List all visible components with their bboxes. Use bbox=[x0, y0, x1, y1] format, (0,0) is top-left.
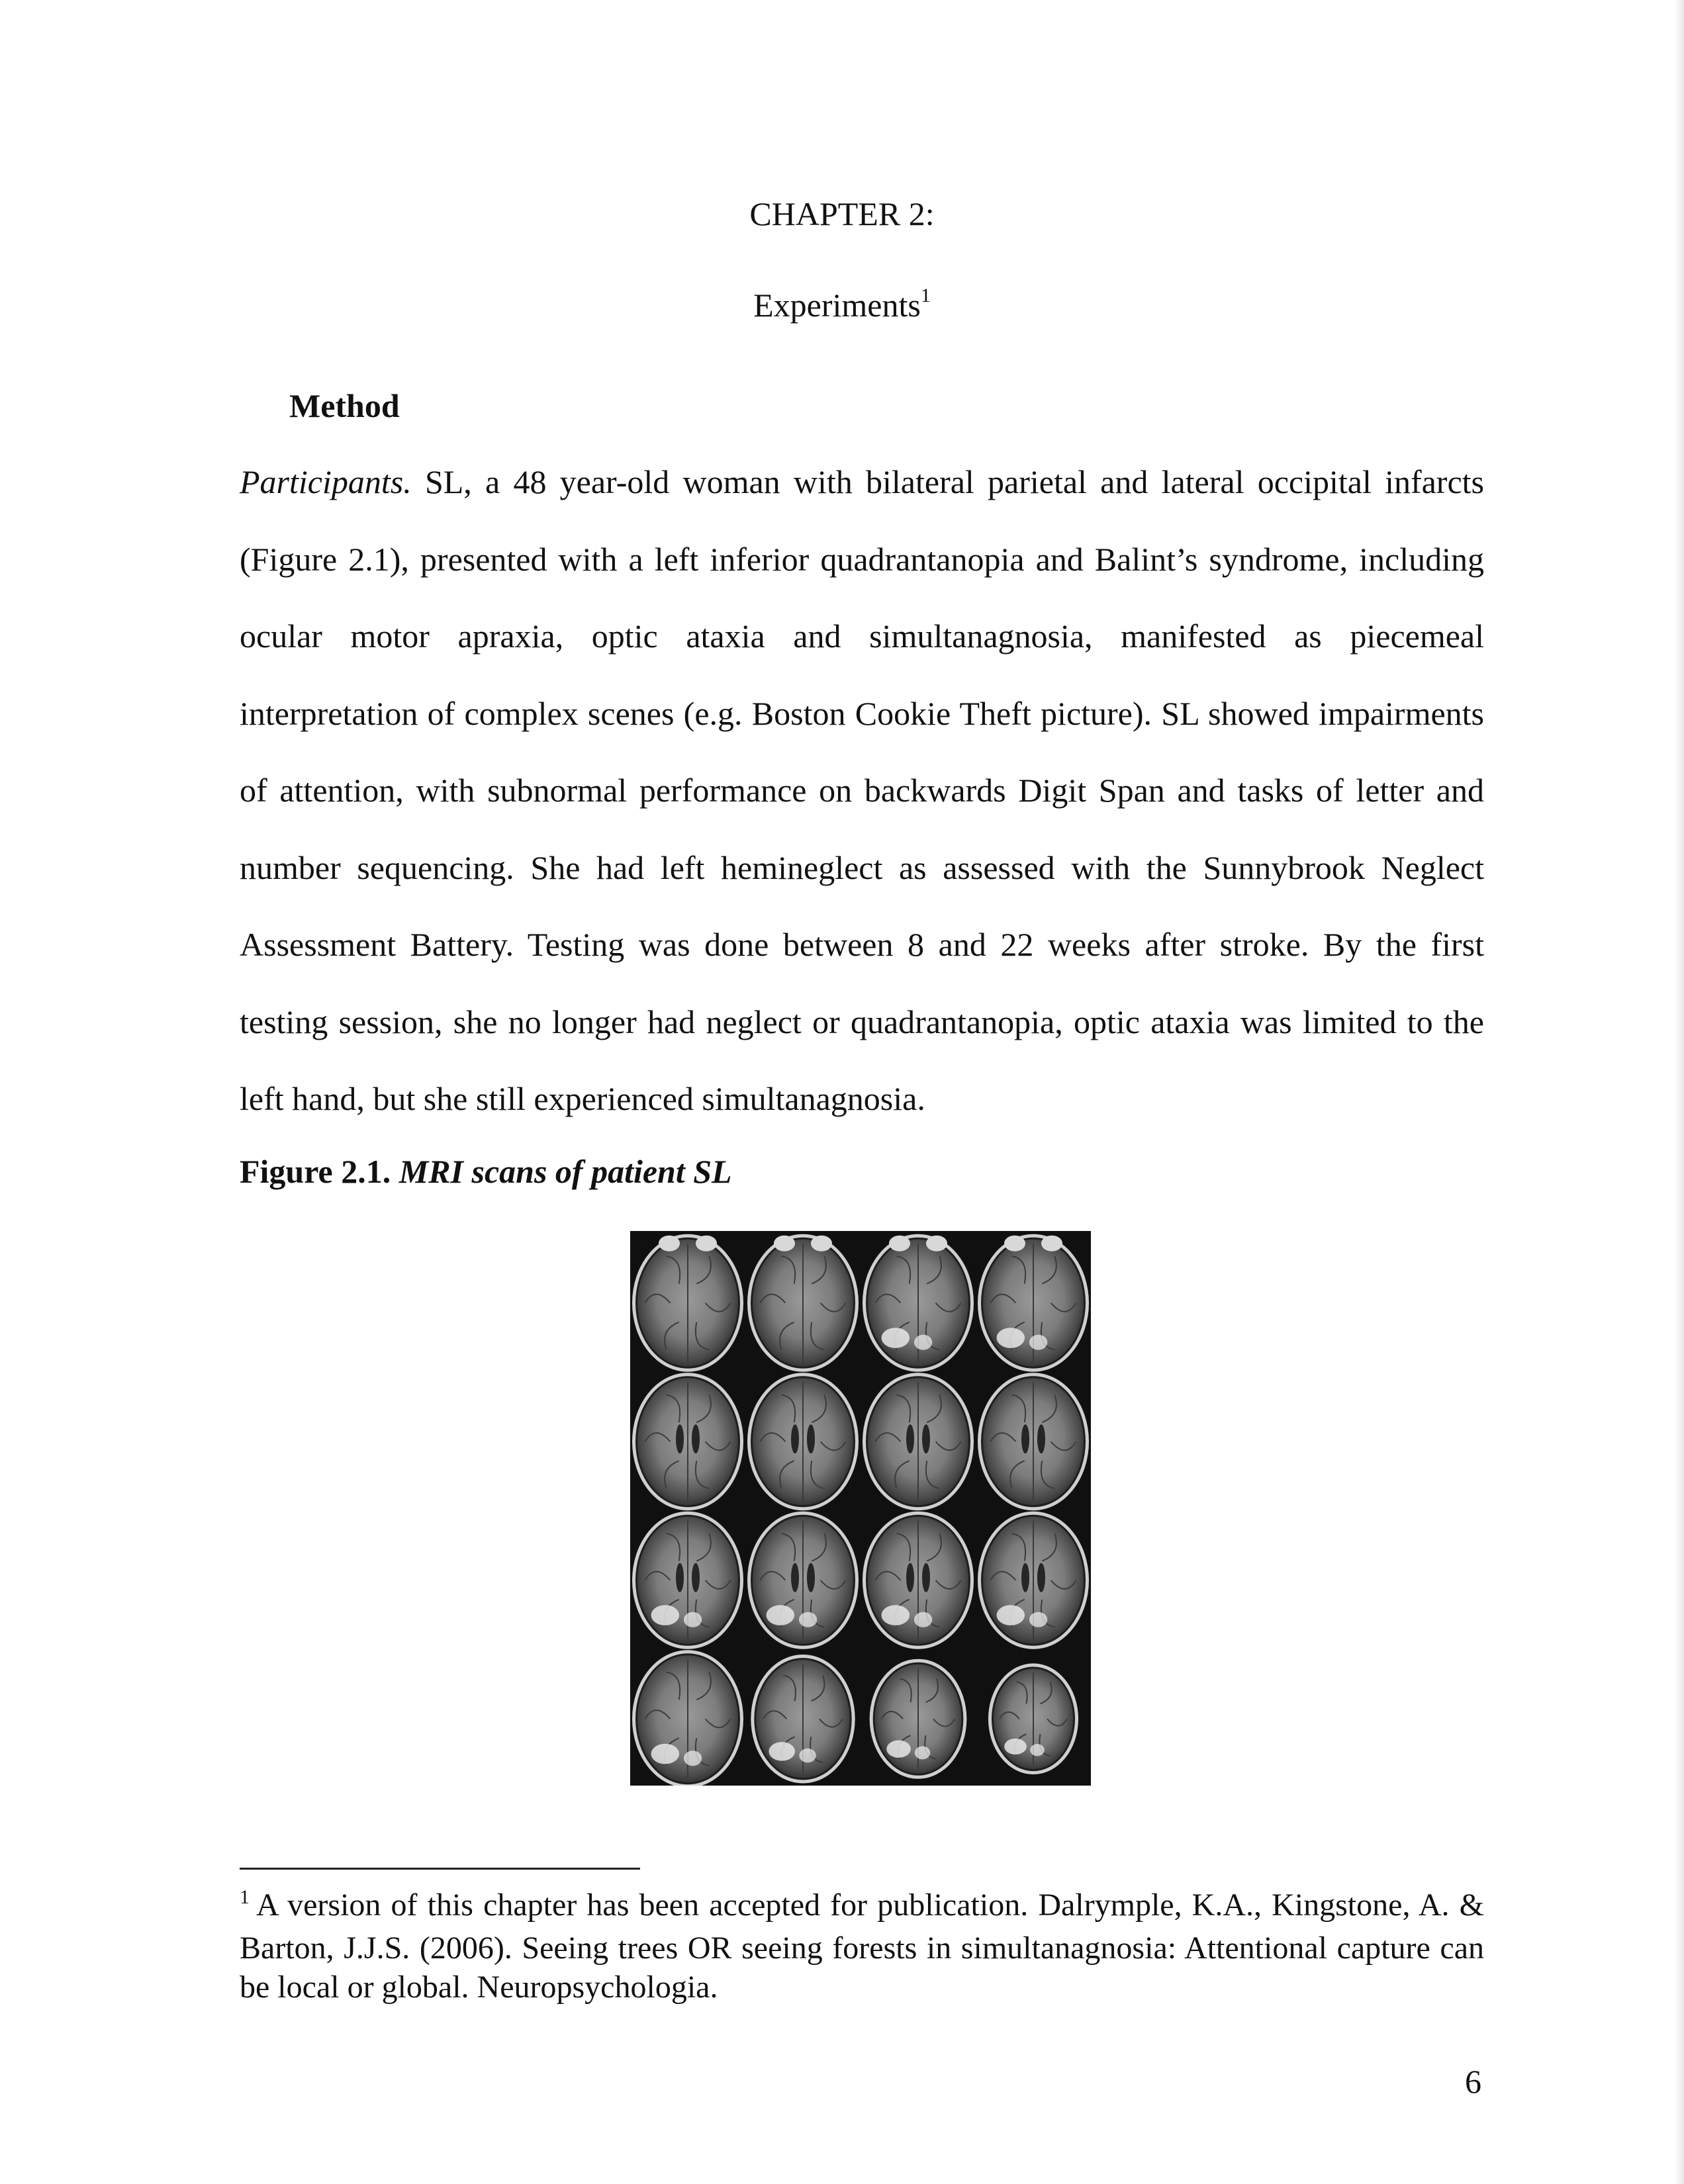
mri-slice bbox=[747, 1373, 859, 1510]
mri-slice bbox=[988, 1663, 1078, 1774]
mri-slice bbox=[632, 1512, 743, 1649]
figure-caption bbox=[240, 1155, 732, 1188]
mri-scan-grid bbox=[630, 1231, 1091, 1786]
mri-slice bbox=[978, 1373, 1089, 1510]
figure-number: Figure 2.1. bbox=[240, 1153, 391, 1190]
mri-slice bbox=[747, 1234, 859, 1372]
footnote-separator bbox=[240, 1868, 640, 1870]
mri-slice bbox=[632, 1234, 743, 1372]
section-heading: Method bbox=[289, 387, 400, 424]
mri-slice bbox=[863, 1234, 974, 1372]
mri-slice bbox=[863, 1512, 974, 1649]
chapter-title bbox=[0, 285, 1684, 324]
mri-slice bbox=[978, 1512, 1089, 1649]
mri-slice bbox=[632, 1650, 743, 1786]
mri-slice bbox=[870, 1659, 967, 1779]
mri-slice bbox=[863, 1373, 974, 1510]
footnote-text: A version of this chapter has been accepted for publication. Dalrymple, K.A., Kingstone, A. & Barton, J.J.S. (2006). Seeing trees OR seeing forests in simultanagnosia: Attentional capture can be local or global. Neuropsychologia. bbox=[240, 1888, 1484, 2005]
mri-slice bbox=[751, 1655, 855, 1784]
page-number: 6 bbox=[1465, 2063, 1481, 2100]
chapter-title-text: Experiments bbox=[753, 287, 921, 324]
body-paragraph bbox=[240, 443, 1484, 1138]
figure-caption-text: MRI scans of patient SL bbox=[398, 1153, 732, 1190]
chapter-heading: CHAPTER 2: bbox=[749, 195, 935, 232]
mri-slice bbox=[747, 1512, 859, 1649]
paragraph-text: SL, a 48 year-old woman with bilateral parietal and lateral occipital infarcts (Figure 2.1), presented with a left inferior quadrantanopia and Balint’s syndrome, including ocular motor apraxia, optic ataxia and simultanagnosia, manifested as piecemeal interpretation of complex scenes (e.g. Boston Cookie Theft picture). SL showed impairments of attention, with subnormal performance on backwards Digit Span and tasks of letter and number sequencing. She had left hemineglect as assessed with the Sunnybrook Neglect Assessment Battery. Testing was done between 8 and 22 weeks after stroke. By the first testing session, she no longer had neglect or quadrantanopia, optic ataxia was limited to the left hand, but she still experienced simultanagnosia. bbox=[240, 463, 1484, 1117]
footnote-marker: 1 bbox=[240, 1886, 250, 1908]
mri-slice bbox=[978, 1234, 1089, 1372]
footnote bbox=[240, 1886, 1484, 2007]
page-edge-shadow bbox=[1675, 0, 1684, 2184]
mri-figure bbox=[630, 1231, 1091, 1786]
footnote-reference-marker: 1 bbox=[920, 285, 931, 306]
mri-slice bbox=[632, 1373, 743, 1510]
paragraph-lead: Participants. bbox=[240, 463, 412, 500]
